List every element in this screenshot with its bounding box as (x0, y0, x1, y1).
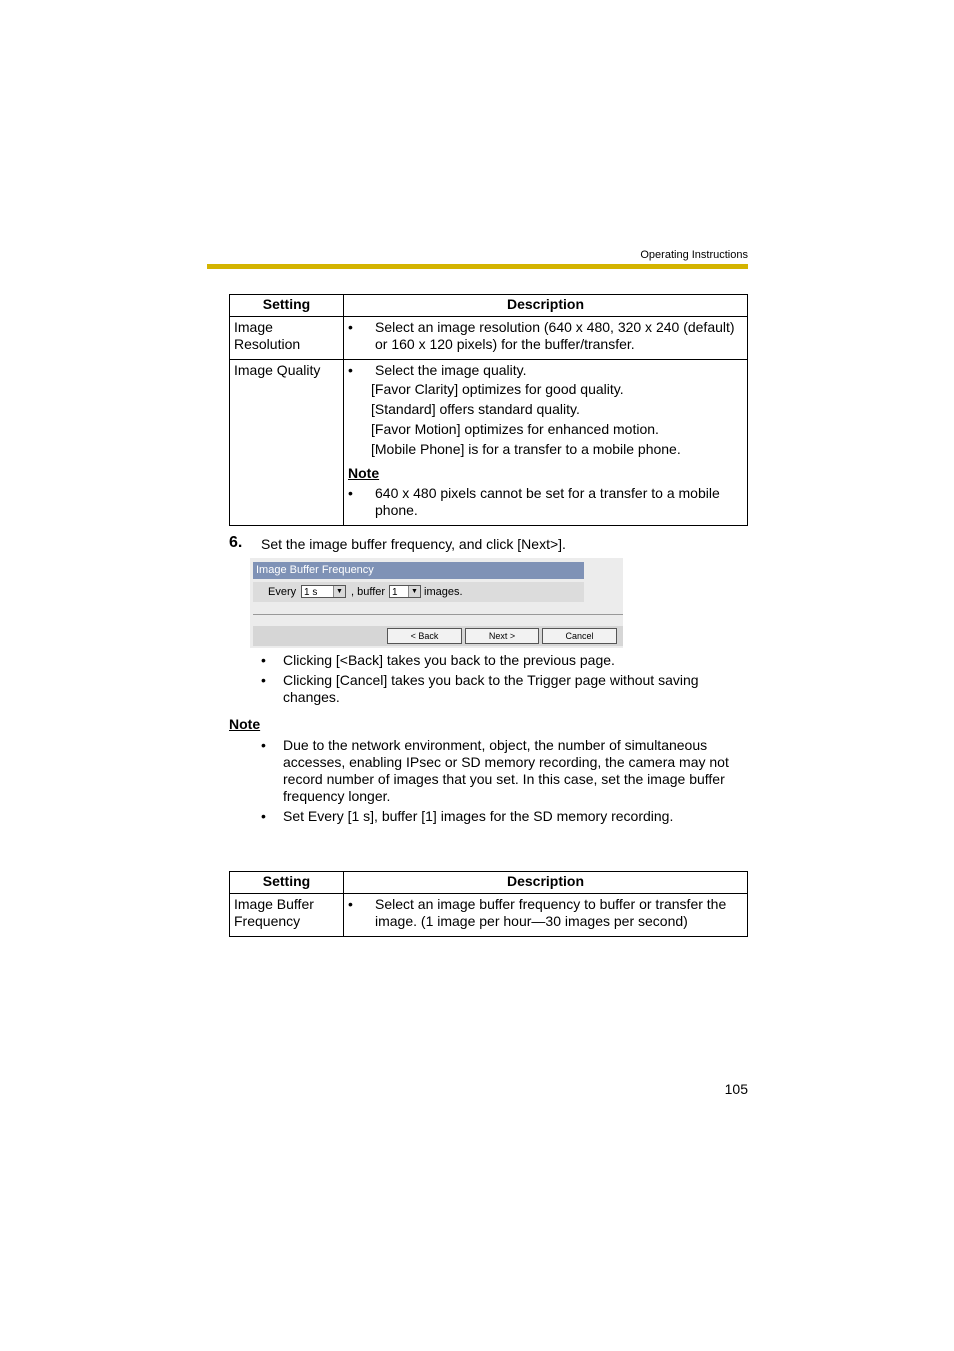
header-divider (207, 264, 748, 269)
every-select[interactable] (301, 585, 346, 598)
column-header-description: Description (344, 295, 748, 317)
back-button[interactable]: < Back (387, 628, 462, 644)
column-header-setting: Setting (230, 872, 344, 894)
buffer-select[interactable] (389, 585, 421, 598)
images-label: images. (424, 586, 463, 598)
buffer-value: 1 (392, 587, 398, 598)
description-cell (344, 317, 748, 360)
panel-title: Image Buffer Frequency (253, 562, 584, 579)
divider (253, 614, 623, 615)
table-row (230, 317, 748, 360)
settings-table-2 (229, 871, 748, 937)
setting-cell: Image Quality (230, 360, 344, 526)
chevron-down-icon: ▼ (408, 586, 420, 597)
every-label: Every (268, 586, 297, 598)
setting-cell: Image Resolution (230, 317, 344, 360)
quality-option: [Favor Motion] optimizes for enhanced motion. (371, 421, 659, 437)
frequency-row (253, 582, 584, 602)
step-text: Set the image buffer frequency, and click [Next>]. (261, 536, 566, 552)
list-item: • Clicking [Cancel] takes you back to the Trigger page without saving changes. (261, 672, 731, 706)
note-bullet: • 640 x 480 pixels cannot be set for a transfer to a mobile phone. (348, 485, 743, 519)
step-number: 6. (229, 534, 243, 551)
note-heading: Note (348, 465, 380, 481)
table-row (230, 894, 748, 937)
settings-table-1 (229, 294, 748, 526)
note-heading: Note (229, 716, 261, 732)
note-list (261, 737, 731, 828)
cancel-button[interactable]: Cancel (542, 628, 617, 644)
buffer-label: , buffer (351, 586, 386, 598)
description-bullet: • Select the image quality. (348, 362, 743, 379)
quality-option: [Mobile Phone] is for a transfer to a mobile phone. (371, 441, 681, 457)
table-row (230, 360, 748, 526)
list-item: • Due to the network environment, object, the number of simultaneous accesses, enabling IPsec or SD memory recording, the camera may not record number of images that you set. In this case, set the image buffer frequency longer. (261, 737, 731, 805)
every-value: 1 s (304, 587, 318, 598)
description-cell (344, 894, 748, 937)
screenshot-panel (250, 558, 623, 648)
header-label: Operating Instructions (640, 249, 748, 261)
setting-cell: Image Buffer Frequency (230, 894, 344, 937)
page-number: 105 (724, 1081, 748, 1097)
table-header-row (230, 295, 748, 317)
next-button[interactable]: Next > (465, 628, 539, 644)
quality-option: [Standard] offers standard quality. (371, 401, 580, 417)
list-item: • Clicking [<Back] takes you back to the previous page. (261, 652, 731, 669)
description-bullet: • Select an image resolution (640 x 480, 320 x 240 (default) or 160 x 120 pixels) for the buffer/transfer. (348, 319, 743, 353)
list-item: • Set Every [1 s], buffer [1] images for the SD memory recording. (261, 808, 731, 825)
quality-option: [Favor Clarity] optimizes for good quality. (371, 381, 624, 397)
column-header-description: Description (344, 872, 748, 894)
column-header-setting: Setting (230, 295, 344, 317)
description-cell (344, 360, 748, 526)
button-bar (253, 626, 623, 646)
table-header-row (230, 872, 748, 894)
chevron-down-icon: ▼ (333, 586, 345, 597)
bullet-list (261, 652, 731, 709)
description-bullet: • Select an image buffer frequency to buffer or transfer the image. (1 image per hour—30 images per second) (348, 896, 743, 930)
